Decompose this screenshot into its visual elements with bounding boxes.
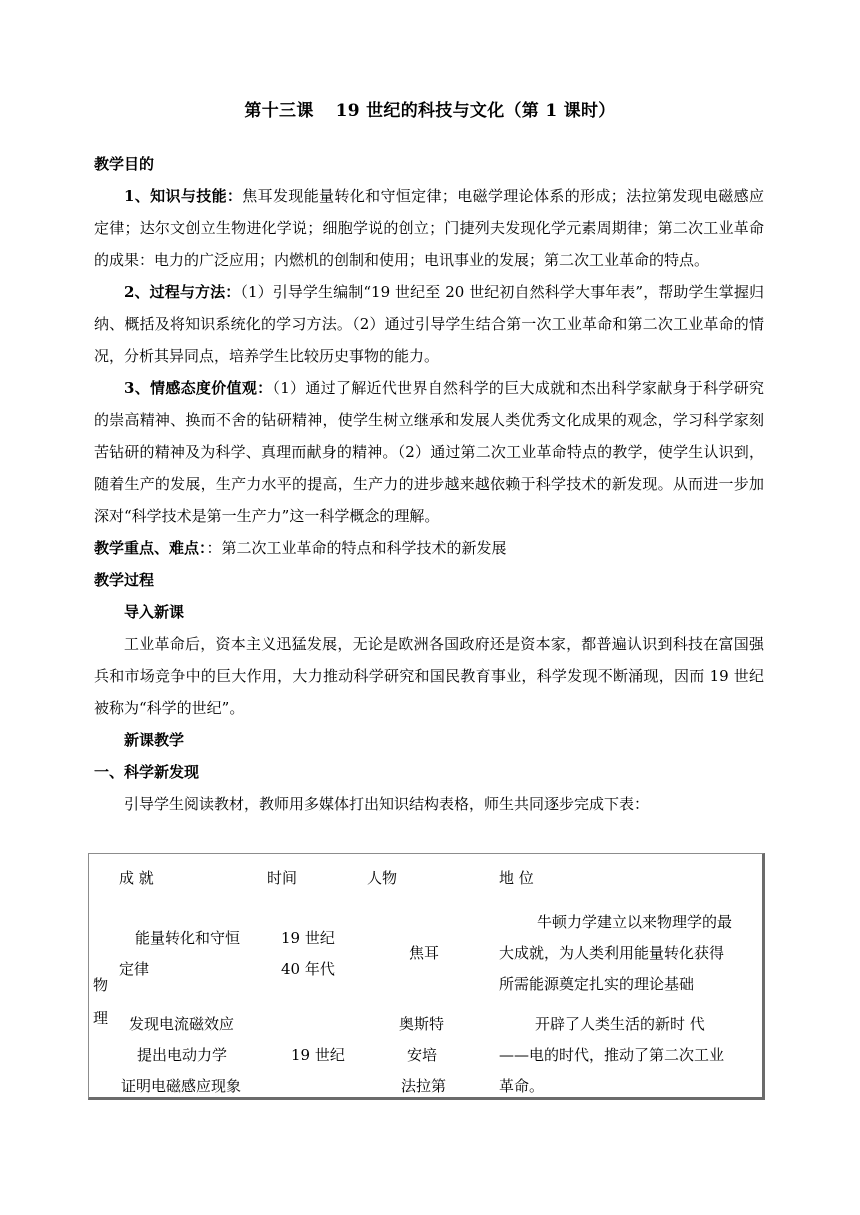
row2-achievement-line3: 证明电磁感应现象: [121, 1077, 242, 1095]
row1-status-line1: 牛顿力学建立以来物理学的最: [537, 913, 733, 931]
intro-text: 工业革命后，资本主义迅猛发展，无论是欧洲各国政府还是资本家，都普遍认识到科技在富国强兵和市场竞争中的巨大作用，大力推动科学研究和国民教育事业，科学发现不断涌现，因而 19 世纪被称为“科学的世纪”。: [94, 635, 764, 717]
key-points: [94, 532, 764, 564]
lesson-name: 19 世纪的科技与文化（第 1 课时）: [335, 101, 616, 121]
objective-process-text: （1）引导学生编制“19 世纪至 20 世纪初自然科学大事年表”，帮助学生掌握归纳、概括及将知识系统化的学习方法。（2）通过引导学生结合第一次工业革命和第二次工业革命的情况，分析其异同点，培养学生比较历史事物的能力。: [94, 283, 764, 365]
row2-achievement-line2: 提出电动力学: [137, 1046, 228, 1064]
row1-status-line3: 所需能源奠定扎实的理论基础: [499, 975, 695, 993]
category-char-1: 物: [93, 976, 109, 994]
row2-time: 19 世纪: [291, 1046, 345, 1064]
header-time: 时间: [267, 869, 298, 887]
lesson-number: 第十三课: [244, 101, 314, 121]
row2-status-line1: 开辟了人类生活的新时 代: [535, 1015, 705, 1033]
lesson-title: [0, 96, 860, 121]
row2-person-line3: 法拉第: [401, 1077, 447, 1095]
row2-person-line1: 奥斯特: [399, 1015, 445, 1033]
objective-knowledge-text: 焦耳发现能量转化和守恒定律；电磁学理论体系的形成；法拉第发现电磁感应定律；达尔文创立生物进化学说；细胞学说的创立；门捷列夫发现化学元素周期律；第二次工业革命的成果：电力的广泛应用；内燃机的创制和使用；电讯事业的发展；第二次工业革命的特点。: [94, 187, 764, 269]
category-char-2: 理: [93, 1009, 109, 1027]
document-body: [94, 148, 764, 820]
objective-process: [94, 276, 764, 372]
objective-knowledge: [94, 180, 764, 276]
section-intro-text: 引导学生阅读教材，教师用多媒体打出知识结构表格，师生共同逐步完成下表：: [124, 795, 650, 813]
objectives-heading: 教学目的: [94, 155, 155, 173]
row2-achievement-line1: 发现电流磁效应: [129, 1015, 235, 1033]
row1-time-line1: 19 世纪: [281, 929, 335, 947]
objective-values-label: 3、情感态度价值观：: [124, 379, 273, 397]
header-status: 地 位: [499, 869, 534, 887]
objective-values: [94, 372, 764, 532]
row2-status-line2: ——电的时代，推动了第二次工业: [499, 1046, 725, 1064]
new-lesson-heading: 新课教学: [124, 731, 185, 749]
row1-person: 焦耳: [409, 944, 440, 962]
row1-time-line2: 40 年代: [281, 960, 335, 978]
row1-achievement-line1: 能量转化和守恒: [135, 929, 241, 947]
knowledge-table: [88, 853, 765, 1100]
row2-person-line2: 安培: [407, 1046, 438, 1064]
key-points-label: 教学重点、难点：: [94, 539, 207, 557]
process-heading: 教学过程: [94, 571, 155, 589]
objective-process-label: 2、过程与方法：: [124, 283, 241, 301]
objective-values-text: （1）通过了解近代世界自然科学的巨大成就和杰出科学家献身于科学研究的崇高精神、换而不舍的钻研精神，使学生树立继承和发展人类优秀文化成果的观念，学习科学家刻苦钻研的精神及为科学、真理而献身的精神。（2）通过第二次工业革命特点的教学，使学生认识到，随着生产的发展，生产力水平的提高，生产力的进步越来越依赖于科学技术的新发现。从而进一步加深对“科学技术是第一生产力”这一科学概念的理解。: [94, 379, 764, 525]
row1-achievement-line2: 定律: [119, 960, 150, 978]
header-person: 人物: [367, 869, 398, 887]
header-achievement: 成 就: [119, 869, 154, 887]
key-points-text: ：第二次工业革命的特点和科学技术的新发展: [206, 539, 507, 557]
row2-status-line3: 革命。: [499, 1077, 545, 1095]
row1-status-line2: 大成就，为人类利用能量转化获得: [499, 944, 725, 962]
intro-heading: 导入新课: [124, 603, 185, 621]
section-heading: 一、科学新发现: [94, 763, 200, 781]
objective-knowledge-label: 1、知识与技能：: [124, 187, 243, 205]
